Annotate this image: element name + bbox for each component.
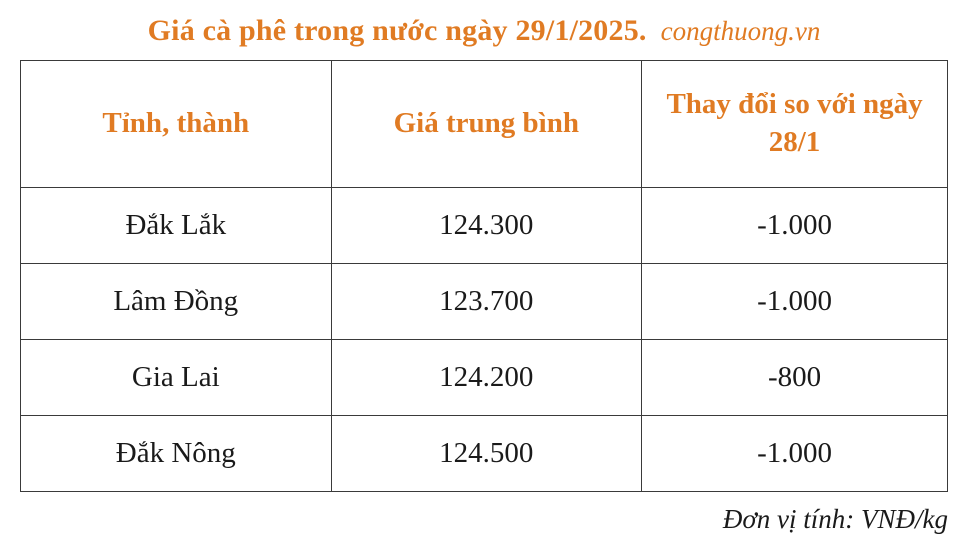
table-header-row (21, 61, 948, 188)
cell-change: -1.000 (642, 416, 948, 492)
column-header-change: Thay đổi so với ngày 28/1 (642, 61, 948, 188)
cell-average-price: 124.200 (331, 340, 642, 416)
cell-average-price: 123.700 (331, 264, 642, 340)
header (0, 0, 968, 48)
cell-province: Gia Lai (21, 340, 332, 416)
cell-province: Đắk Nông (21, 416, 332, 492)
table-row (21, 264, 948, 340)
price-table-container (20, 60, 948, 492)
table-body (21, 188, 948, 492)
cell-average-price: 124.500 (331, 416, 642, 492)
table-row (21, 416, 948, 492)
table-row (21, 340, 948, 416)
column-header-province: Tỉnh, thành (21, 61, 332, 188)
cell-change: -1.000 (642, 264, 948, 340)
cell-province: Đắk Lắk (21, 188, 332, 264)
cell-change: -800 (642, 340, 948, 416)
page-title: Giá cà phê trong nước ngày 29/1/2025. (147, 14, 647, 47)
cell-change: -1.000 (642, 188, 948, 264)
column-header-average-price: Giá trung bình (331, 61, 642, 188)
table-row (21, 188, 948, 264)
cell-province: Lâm Đồng (21, 264, 332, 340)
table-header (21, 61, 948, 188)
price-table (20, 60, 948, 492)
source-label: congthuong.vn (660, 16, 821, 46)
cell-average-price: 124.300 (331, 188, 642, 264)
unit-note: Đơn vị tính: VNĐ/kg (722, 504, 948, 534)
